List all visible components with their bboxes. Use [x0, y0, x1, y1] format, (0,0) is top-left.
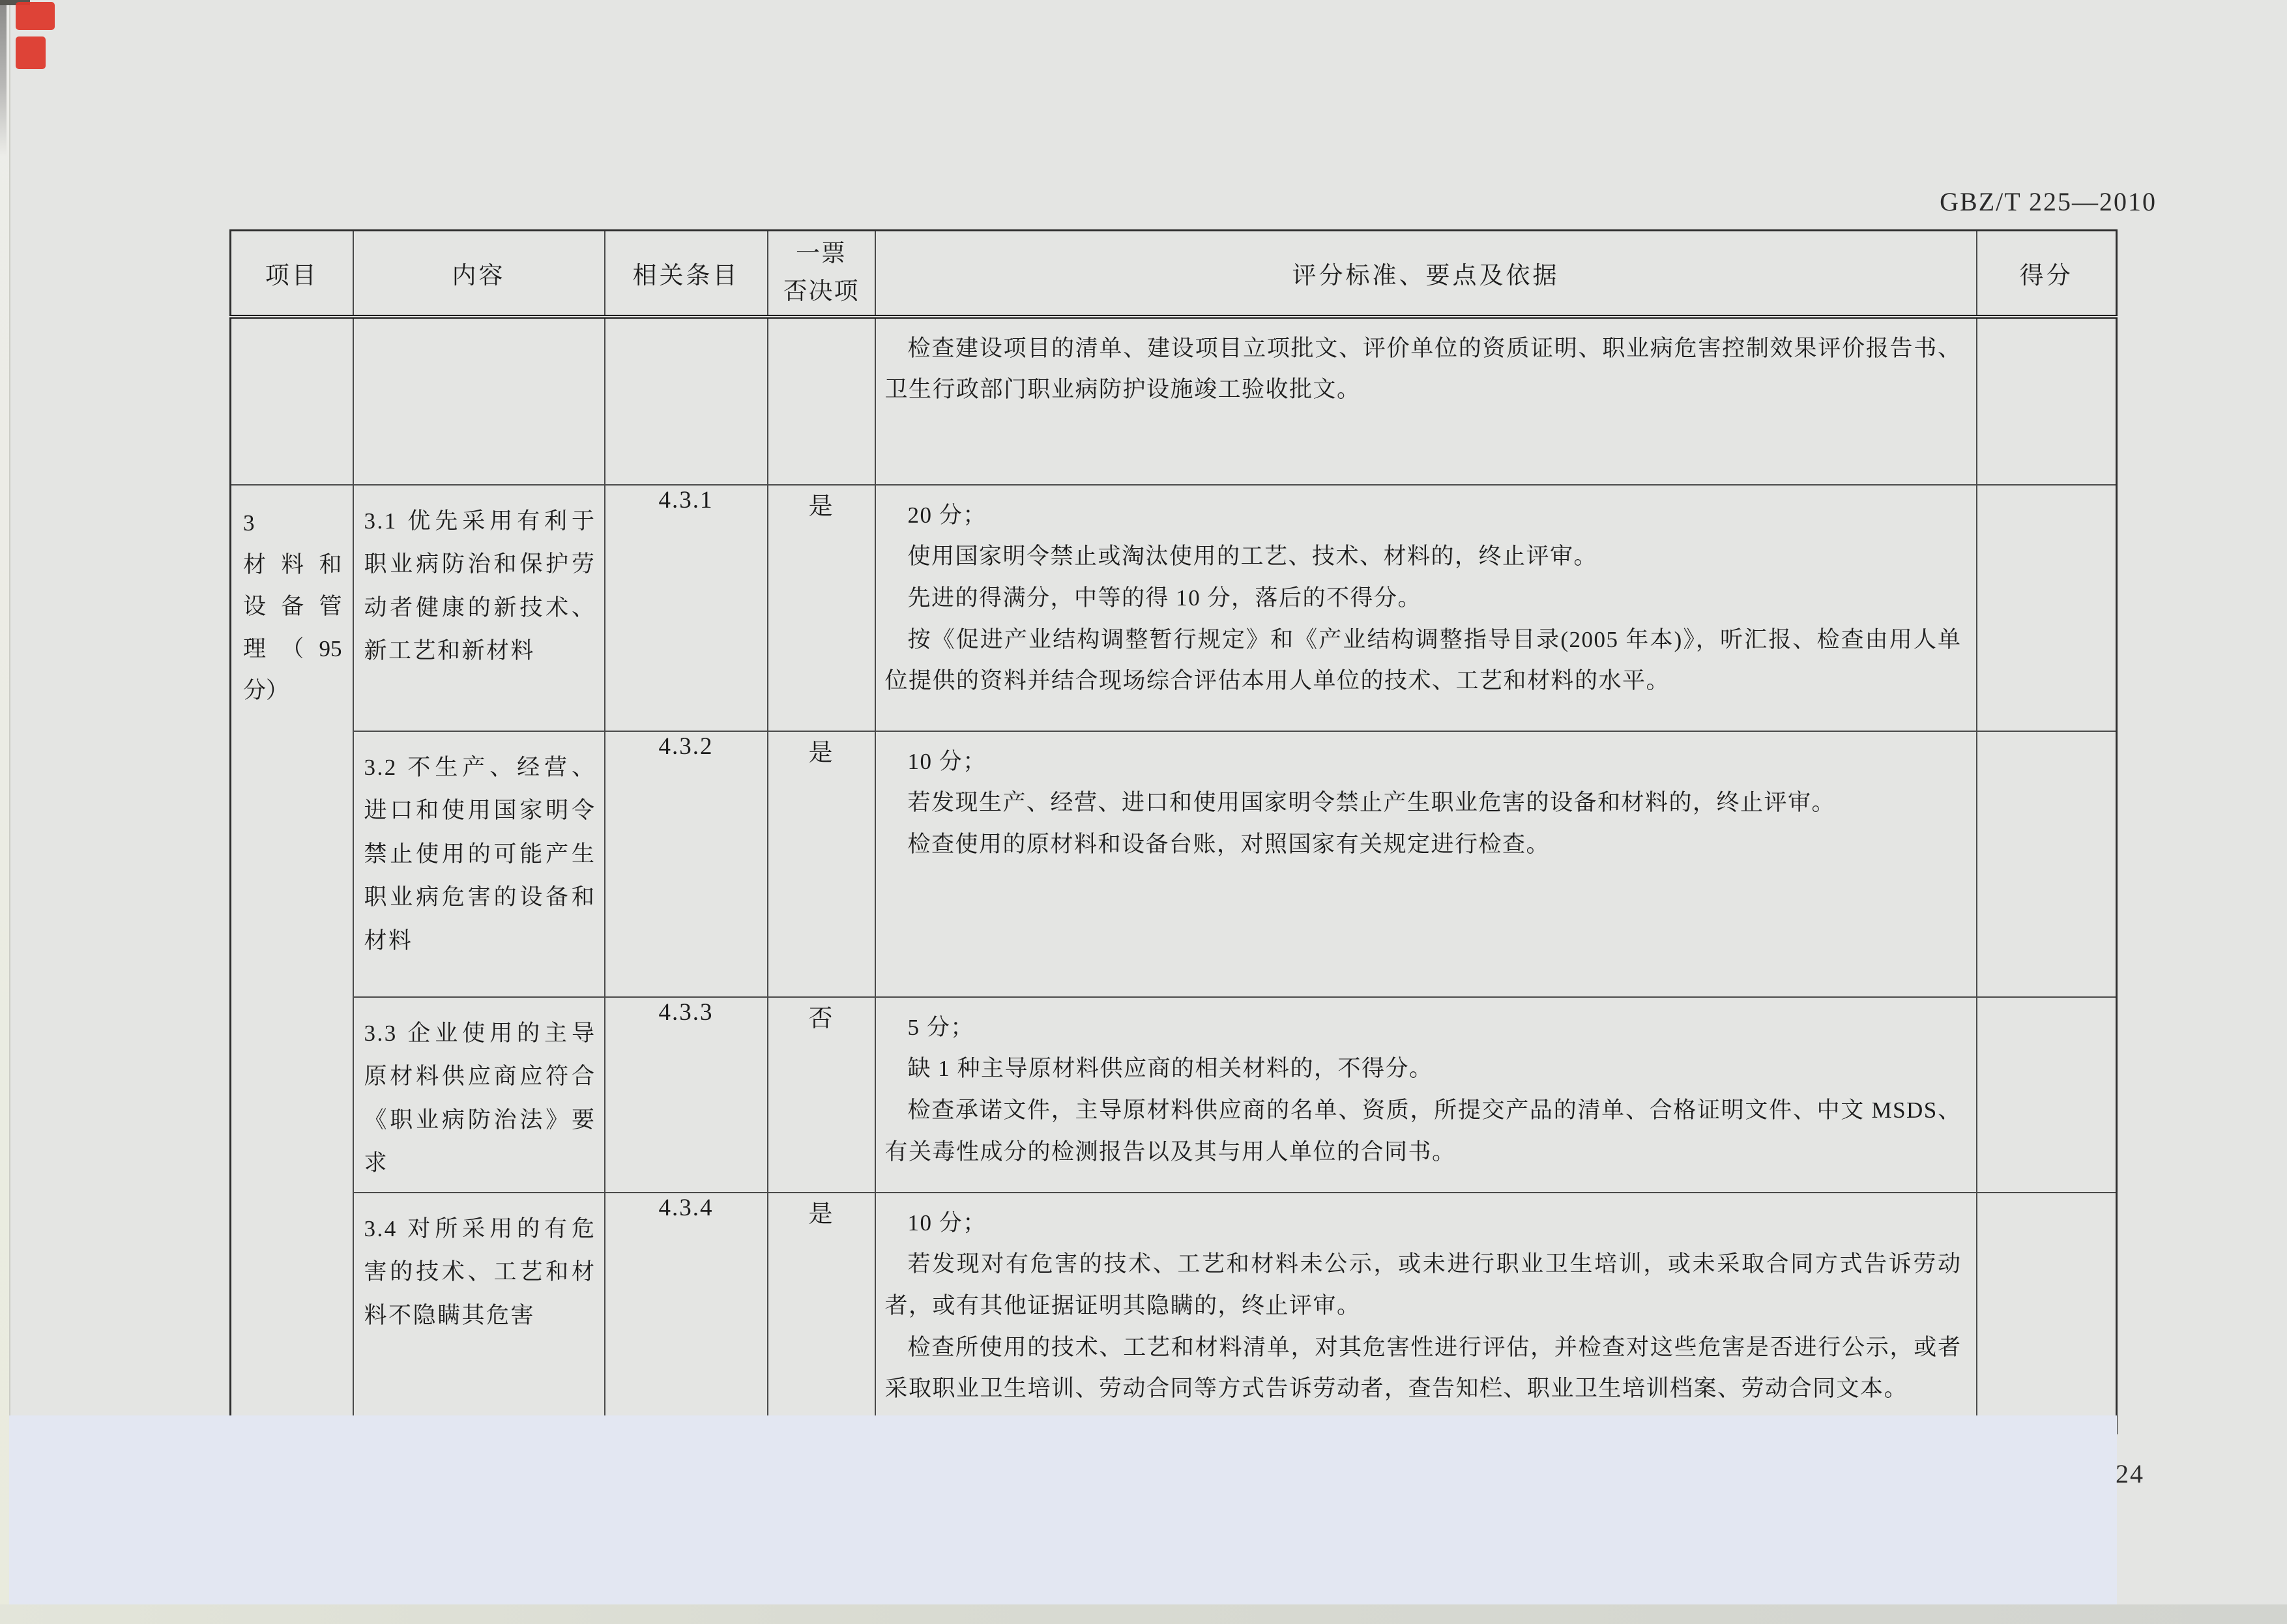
item-line: 分） — [243, 678, 289, 704]
content-cell: 3.1 优先采用有利于职业病防治和保护劳动者健康的新技术、新工艺和新材料 — [353, 485, 605, 731]
header-criteria: 评分标准、要点及依据 — [875, 231, 1977, 317]
table-row-continuation — [231, 317, 2117, 485]
content-cell-empty — [353, 317, 605, 485]
veto-cell: 是 — [768, 485, 875, 731]
score-line: 20 分； — [907, 502, 987, 528]
clause-cell: 4.3.1 — [605, 485, 768, 731]
criteria-paragraph: 检查承诺文件，主导原材料供应商的名单、资质，所提交产品的清单、合格证明文件、中文 MSDS、有关毒性成分的检测报告以及其与用人单位的合同书。 — [884, 1097, 1962, 1165]
score-line: 5 分； — [907, 1014, 974, 1040]
table-row-3-3 — [231, 997, 2117, 1193]
criteria-cell — [875, 317, 1977, 485]
clause-cell-empty — [605, 317, 768, 485]
header-veto — [768, 231, 875, 317]
scan-left-edge — [0, 0, 10, 1624]
criteria-cell — [875, 485, 1977, 731]
content-cell: 3.2 不生产、经营、进口和使用国家明令禁止使用的可能产生职业病危害的设备和材料 — [353, 731, 605, 997]
header-veto-line2: 否决项 — [783, 278, 860, 305]
scan-bottom-edge-strip — [0, 1604, 2287, 1624]
item-line: 材料和 — [243, 551, 342, 577]
table-header-row — [231, 231, 2117, 317]
score-line: 10 分； — [907, 748, 987, 774]
criteria-cell — [875, 1193, 1977, 1434]
criteria-paragraph: 使用国家明令禁止或淘汰使用的工艺、技术、材料的，终止评审。 — [907, 544, 1598, 570]
clause-cell: 4.3.4 — [605, 1193, 768, 1434]
clause-cell: 4.3.2 — [605, 731, 768, 997]
criteria-paragraph: 检查建设项目的清单、建设项目立项批文、评价单位的资质证明、职业病危害控制效果评价报告书、卫生行政部门职业病防护设施竣工验收批文。 — [884, 335, 1962, 403]
criteria-paragraph: 检查使用的原材料和设备台账，对照国家有关规定进行检查。 — [907, 831, 1551, 857]
table-row-3-2 — [231, 731, 2117, 997]
score-cell-empty — [1977, 485, 2117, 731]
scan-bottom-blue-band — [9, 1415, 2117, 1604]
veto-cell: 是 — [768, 731, 875, 997]
header-item: 项目 — [231, 231, 353, 317]
item-line: 理（95 — [243, 635, 342, 661]
red-edge-mark-bottom — [16, 36, 46, 69]
item-cell-empty — [231, 317, 353, 485]
table-row-3-4 — [231, 1193, 2117, 1434]
header-veto-line1: 一票 — [796, 240, 847, 268]
scan-corner-smudge — [0, 0, 7, 156]
criteria-paragraph: 先进的得满分，中等的得 10 分，落后的不得分。 — [907, 585, 1422, 611]
header-score: 得分 — [1977, 231, 2117, 317]
veto-cell: 否 — [768, 997, 875, 1193]
red-edge-mark-top — [16, 2, 55, 30]
veto-cell: 是 — [768, 1193, 875, 1434]
content-cell: 3.3 企业使用的主导原材料供应商应符合《职业病防治法》要求 — [353, 997, 605, 1193]
content-cell: 3.4 对所采用的有危害的技术、工艺和材料不隐瞒其危害 — [353, 1193, 605, 1434]
score-table — [229, 229, 2116, 1414]
item-line: 设备管 — [243, 594, 342, 620]
criteria-cell — [875, 997, 1977, 1193]
criteria-paragraph: 缺 1 种主导原材料供应商的相关材料的，不得分。 — [907, 1056, 1433, 1082]
criteria-paragraph: 按《促进产业结构调整暂行规定》和《产业结构调整指导目录(2005 年本)》，听汇报、检查由用人单位提供的资料并结合现场综合评估本用人单位的技术、工艺和材料的水平。 — [884, 626, 1962, 694]
score-cell-empty — [1977, 731, 2117, 997]
clause-cell: 4.3.3 — [605, 997, 768, 1193]
header-clause: 相关条目 — [605, 231, 768, 317]
criteria-paragraph: 检查所使用的技术、工艺和材料清单，对其危害性进行评估，并检查对这些危害是否进行公示，或者采取职业卫生培训、劳动合同等方式告诉劳动者，查告知栏、职业卫生培训档案、劳动合同文本。 — [884, 1334, 1962, 1402]
veto-cell-empty — [768, 317, 875, 485]
standard-number: GBZ/T 225—2010 — [1940, 187, 2157, 216]
table-row-3-1 — [231, 485, 2117, 731]
score-line: 10 分； — [907, 1210, 987, 1236]
page-number: 24 — [2116, 1459, 2144, 1488]
criteria-paragraph: 若发现生产、经营、进口和使用国家明令禁止产生职业危害的设备和材料的，终止评审。 — [907, 790, 1836, 816]
item-line: 3 — [243, 510, 255, 536]
score-cell-empty — [1977, 317, 2117, 485]
criteria-paragraph: 若发现对有危害的技术、工艺和材料未公示，或未进行职业卫生培训，或未采取合同方式告诉劳动者，或有其他证据证明其隐瞒的，终止评审。 — [884, 1251, 1962, 1318]
header-content: 内容 — [353, 231, 605, 317]
score-cell-empty — [1977, 1193, 2117, 1434]
score-cell-empty — [1977, 997, 2117, 1193]
criteria-cell — [875, 731, 1977, 997]
item-cell-section3 — [231, 485, 353, 1434]
